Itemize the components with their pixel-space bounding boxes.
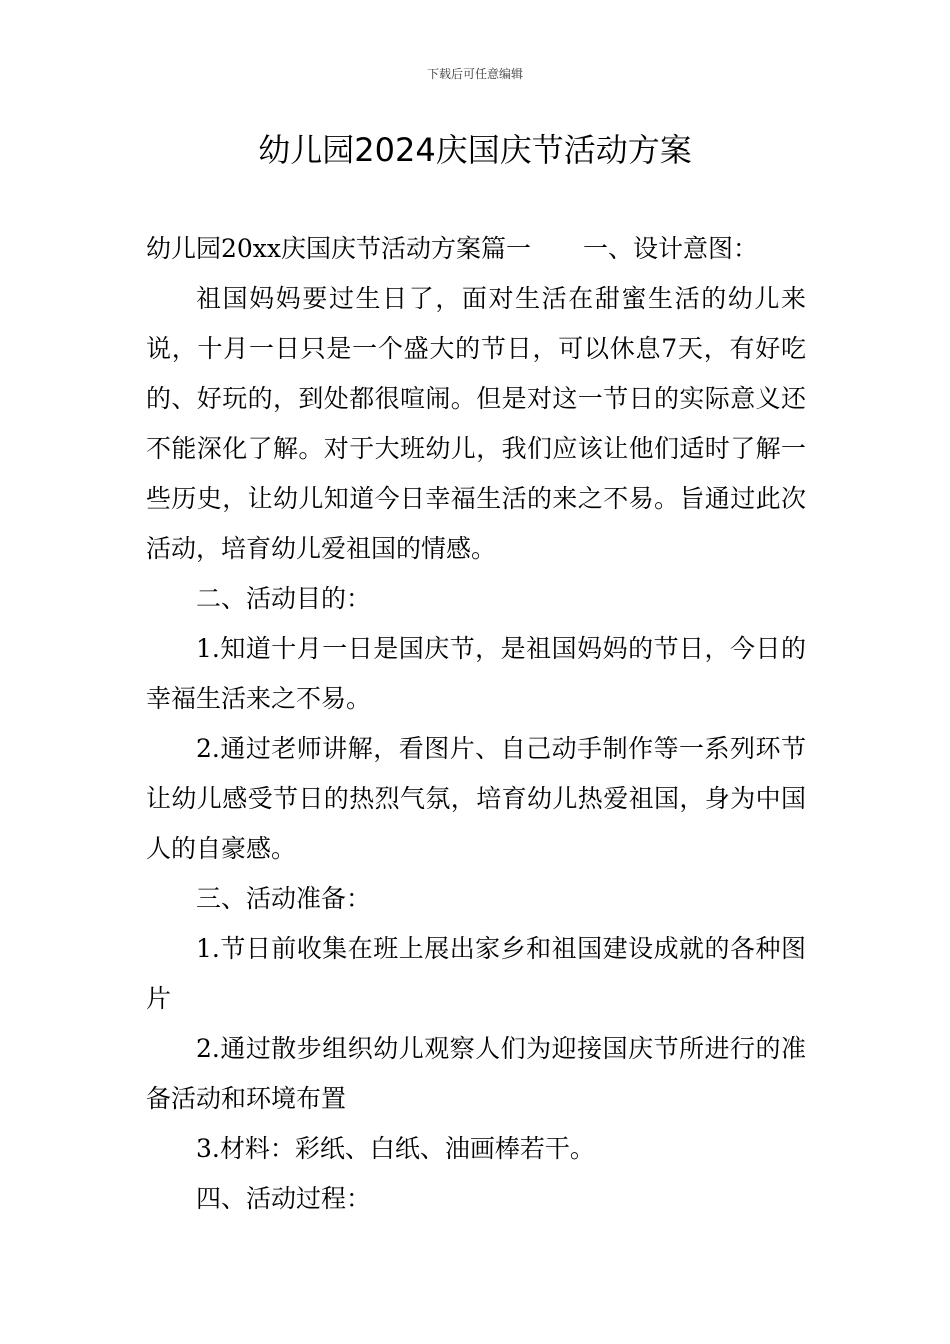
list-item-prep-2: 2.通过散步组织幼儿观察人们为迎接国庆节所进行的准备活动和环境布置	[146, 1034, 806, 1113]
list-item-prep-3: 3.材料：彩纸、白纸、油画棒若干。	[196, 1134, 595, 1163]
section-heading-goals: 二、活动目的：	[196, 584, 372, 613]
header-note: 下载后可任意编辑	[426, 67, 523, 81]
document-title: 幼儿园2024庆国庆节活动方案	[258, 131, 692, 169]
section-heading-design: 一、设计意图：	[583, 234, 759, 263]
document-body	[146, 224, 806, 1224]
list-item-prep-1: 1.节日前收集在班上展出家乡和祖国建设成就的各种图片	[146, 934, 806, 1013]
list-item-goal-1: 1.知道十月一日是国庆节，是祖国妈妈的节日，今日的幸福生活来之不易。	[146, 634, 806, 713]
section-heading-process: 四、活动过程：	[196, 1184, 372, 1213]
paragraph-design-intent: 祖国妈妈要过生日了，面对生活在甜蜜生活的幼儿来说，十月一日只是一个盛大的节日，可以休息7天，有好吃的、好玩的，到处都很喧闹。但是对这一节日的实际意义还不能深化了解。对于大班幼儿，我们应该让他们适时了解一些历史，让幼儿知道今日幸福生活的来之不易。旨通过此次活动，培育幼儿爱祖国的情感。	[146, 284, 806, 563]
list-item-goal-2: 2.通过老师讲解，看图片、自己动手制作等一系列环节让幼儿感受节日的热烈气氛，培育幼儿热爱祖国，身为中国人的自豪感。	[146, 734, 806, 863]
section-heading-preparation: 三、活动准备：	[196, 884, 372, 913]
lead-subtitle: 幼儿园20xx庆国庆节活动方案篇一	[146, 234, 532, 263]
lead-line	[146, 224, 806, 274]
